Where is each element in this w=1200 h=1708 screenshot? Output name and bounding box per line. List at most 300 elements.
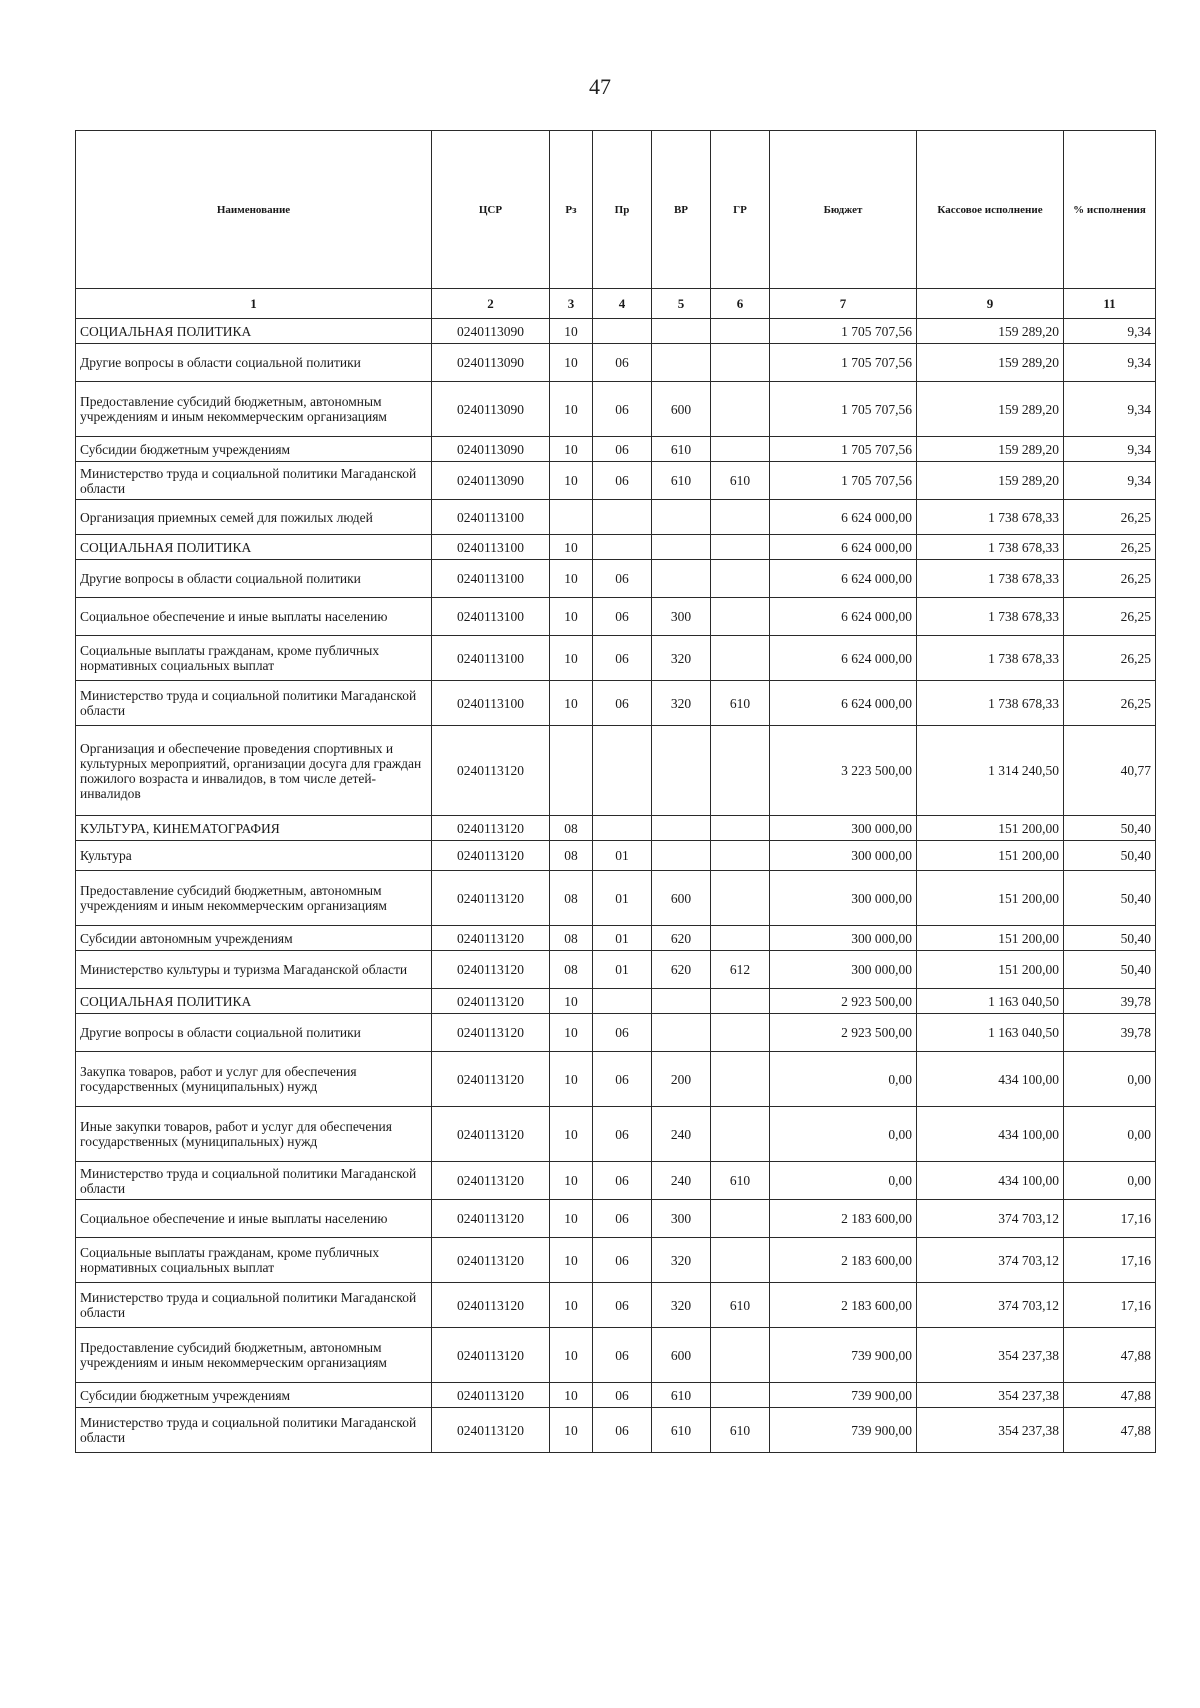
row-csr-code: 0240113120 [432, 1200, 550, 1238]
row-gr-code: 610 [711, 681, 770, 726]
row-csr-code: 0240113090 [432, 382, 550, 437]
table-row [76, 816, 1156, 841]
row-csr-code: 0240113120 [432, 726, 550, 816]
table-row [76, 1162, 1156, 1200]
row-rz-code: 10 [550, 1052, 593, 1107]
row-execution-percent: 26,25 [1064, 636, 1156, 681]
row-cash-execution: 374 703,12 [917, 1283, 1064, 1328]
row-cash-execution: 1 163 040,50 [917, 989, 1064, 1014]
row-execution-percent: 26,25 [1064, 500, 1156, 535]
header-csr: ЦСР [432, 131, 550, 289]
row-name: Министерство труда и социальной политики Магаданской области [76, 1283, 432, 1328]
table-row [76, 1328, 1156, 1383]
row-cash-execution: 151 200,00 [917, 926, 1064, 951]
row-name: Министерство культуры и туризма Магаданской области [76, 951, 432, 989]
row-cash-execution: 374 703,12 [917, 1238, 1064, 1283]
row-vr-code: 620 [652, 926, 711, 951]
row-execution-percent: 39,78 [1064, 1014, 1156, 1052]
row-name: Социальные выплаты гражданам, кроме публичных нормативных социальных выплат [76, 1238, 432, 1283]
row-budget: 6 624 000,00 [770, 500, 917, 535]
row-name: Другие вопросы в области социальной политики [76, 1014, 432, 1052]
table-row [76, 871, 1156, 926]
row-pr-code: 06 [593, 1107, 652, 1162]
row-execution-percent: 47,88 [1064, 1328, 1156, 1383]
header-cash-execution: Кассовое исполнение [917, 131, 1064, 289]
row-pr-code [593, 989, 652, 1014]
row-pr-code: 06 [593, 636, 652, 681]
row-rz-code: 10 [550, 598, 593, 636]
row-budget: 739 900,00 [770, 1408, 917, 1453]
row-name: Субсидии бюджетным учреждениям [76, 1383, 432, 1408]
row-rz-code: 10 [550, 1328, 593, 1383]
row-name: Министерство труда и социальной политики Магаданской области [76, 681, 432, 726]
row-name: Предоставление субсидий бюджетным, автономным учреждениям и иным некоммерческим организациям [76, 382, 432, 437]
row-csr-code: 0240113100 [432, 535, 550, 560]
row-csr-code: 0240113100 [432, 598, 550, 636]
row-execution-percent: 26,25 [1064, 560, 1156, 598]
header-name: Наименование [76, 131, 432, 289]
row-budget: 1 705 707,56 [770, 344, 917, 382]
row-rz-code: 10 [550, 1238, 593, 1283]
row-pr-code: 06 [593, 437, 652, 462]
row-gr-code [711, 926, 770, 951]
row-csr-code: 0240113090 [432, 319, 550, 344]
row-csr-code: 0240113100 [432, 636, 550, 681]
budget-execution-table [75, 130, 1156, 1453]
row-pr-code: 06 [593, 1383, 652, 1408]
row-rz-code: 08 [550, 841, 593, 871]
row-execution-percent: 50,40 [1064, 871, 1156, 926]
column-number: 6 [711, 289, 770, 319]
row-cash-execution: 354 237,38 [917, 1383, 1064, 1408]
row-vr-code: 600 [652, 871, 711, 926]
row-execution-percent: 9,34 [1064, 437, 1156, 462]
row-rz-code: 10 [550, 1107, 593, 1162]
row-name: Закупка товаров, работ и услуг для обеспечения государственных (муниципальных) нужд [76, 1052, 432, 1107]
table-row [76, 462, 1156, 500]
row-gr-code [711, 871, 770, 926]
row-csr-code: 0240113120 [432, 1238, 550, 1283]
row-csr-code: 0240113120 [432, 1162, 550, 1200]
row-vr-code [652, 841, 711, 871]
row-rz-code: 08 [550, 926, 593, 951]
row-cash-execution: 159 289,20 [917, 319, 1064, 344]
row-pr-code: 01 [593, 841, 652, 871]
row-vr-code [652, 816, 711, 841]
row-vr-code: 240 [652, 1107, 711, 1162]
row-gr-code [711, 344, 770, 382]
header-execution-percent: % исполнения [1064, 131, 1156, 289]
row-execution-percent: 9,34 [1064, 344, 1156, 382]
row-gr-code [711, 726, 770, 816]
row-rz-code: 10 [550, 560, 593, 598]
row-pr-code [593, 726, 652, 816]
table-row [76, 319, 1156, 344]
row-budget: 1 705 707,56 [770, 462, 917, 500]
table-row [76, 598, 1156, 636]
row-execution-percent: 50,40 [1064, 926, 1156, 951]
row-pr-code: 06 [593, 462, 652, 500]
row-budget: 2 183 600,00 [770, 1200, 917, 1238]
row-name: Социальное обеспечение и иные выплаты населению [76, 598, 432, 636]
row-csr-code: 0240113090 [432, 344, 550, 382]
row-cash-execution: 159 289,20 [917, 382, 1064, 437]
row-execution-percent: 26,25 [1064, 681, 1156, 726]
row-pr-code: 06 [593, 1200, 652, 1238]
row-rz-code: 10 [550, 1014, 593, 1052]
row-csr-code: 0240113120 [432, 1383, 550, 1408]
page-number: 47 [589, 74, 611, 99]
row-execution-percent: 40,77 [1064, 726, 1156, 816]
row-cash-execution: 434 100,00 [917, 1162, 1064, 1200]
column-number: 11 [1064, 289, 1156, 319]
row-execution-percent: 50,40 [1064, 951, 1156, 989]
row-name: Предоставление субсидий бюджетным, автономным учреждениям и иным некоммерческим организациям [76, 1328, 432, 1383]
column-number-row [76, 289, 1156, 319]
row-csr-code: 0240113120 [432, 871, 550, 926]
row-rz-code: 08 [550, 951, 593, 989]
row-csr-code: 0240113120 [432, 1052, 550, 1107]
table-row [76, 1408, 1156, 1453]
row-vr-code [652, 560, 711, 598]
row-budget: 300 000,00 [770, 951, 917, 989]
row-name: Министерство труда и социальной политики Магаданской области [76, 1162, 432, 1200]
row-vr-code: 600 [652, 382, 711, 437]
row-gr-code [711, 1014, 770, 1052]
row-rz-code: 10 [550, 382, 593, 437]
row-execution-percent: 26,25 [1064, 598, 1156, 636]
row-name: Министерство труда и социальной политики Магаданской области [76, 1408, 432, 1453]
row-name: Предоставление субсидий бюджетным, автономным учреждениям и иным некоммерческим организациям [76, 871, 432, 926]
table-row [76, 1383, 1156, 1408]
row-pr-code: 01 [593, 951, 652, 989]
table-row [76, 1052, 1156, 1107]
column-number: 5 [652, 289, 711, 319]
row-vr-code [652, 319, 711, 344]
row-cash-execution: 434 100,00 [917, 1052, 1064, 1107]
row-pr-code: 06 [593, 1238, 652, 1283]
row-gr-code: 610 [711, 1162, 770, 1200]
row-budget: 300 000,00 [770, 816, 917, 841]
row-name: Социальное обеспечение и иные выплаты населению [76, 1200, 432, 1238]
row-rz-code: 08 [550, 816, 593, 841]
row-gr-code [711, 382, 770, 437]
row-name: СОЦИАЛЬНАЯ ПОЛИТИКА [76, 989, 432, 1014]
row-cash-execution: 1 738 678,33 [917, 500, 1064, 535]
row-cash-execution: 159 289,20 [917, 344, 1064, 382]
column-number: 7 [770, 289, 917, 319]
row-pr-code: 06 [593, 1162, 652, 1200]
row-rz-code: 10 [550, 1408, 593, 1453]
row-gr-code [711, 636, 770, 681]
row-gr-code: 610 [711, 1408, 770, 1453]
row-rz-code: 08 [550, 871, 593, 926]
table-row [76, 951, 1156, 989]
row-budget: 739 900,00 [770, 1328, 917, 1383]
row-cash-execution: 354 237,38 [917, 1328, 1064, 1383]
row-budget: 2 923 500,00 [770, 989, 917, 1014]
table-row [76, 1283, 1156, 1328]
row-csr-code: 0240113100 [432, 560, 550, 598]
header-pr: Пр [593, 131, 652, 289]
row-budget: 300 000,00 [770, 841, 917, 871]
row-execution-percent: 17,16 [1064, 1283, 1156, 1328]
row-execution-percent: 17,16 [1064, 1200, 1156, 1238]
row-gr-code [711, 841, 770, 871]
row-csr-code: 0240113120 [432, 951, 550, 989]
row-rz-code: 10 [550, 681, 593, 726]
row-execution-percent: 47,88 [1064, 1408, 1156, 1453]
row-cash-execution: 151 200,00 [917, 951, 1064, 989]
row-budget: 6 624 000,00 [770, 636, 917, 681]
row-execution-percent: 0,00 [1064, 1107, 1156, 1162]
row-pr-code: 06 [593, 681, 652, 726]
row-budget: 2 183 600,00 [770, 1238, 917, 1283]
row-execution-percent: 9,34 [1064, 382, 1156, 437]
row-rz-code: 10 [550, 319, 593, 344]
row-vr-code [652, 1014, 711, 1052]
row-cash-execution: 1 738 678,33 [917, 681, 1064, 726]
row-cash-execution: 374 703,12 [917, 1200, 1064, 1238]
row-vr-code: 320 [652, 681, 711, 726]
row-execution-percent: 39,78 [1064, 989, 1156, 1014]
row-vr-code: 320 [652, 636, 711, 681]
row-budget: 739 900,00 [770, 1383, 917, 1408]
row-name: Другие вопросы в области социальной политики [76, 344, 432, 382]
row-rz-code: 10 [550, 1162, 593, 1200]
row-gr-code [711, 1107, 770, 1162]
row-pr-code: 01 [593, 926, 652, 951]
header-budget: Бюджет [770, 131, 917, 289]
table-body [76, 319, 1156, 1453]
row-gr-code [711, 1383, 770, 1408]
row-budget: 300 000,00 [770, 926, 917, 951]
row-rz-code: 10 [550, 437, 593, 462]
row-pr-code: 06 [593, 598, 652, 636]
row-budget: 6 624 000,00 [770, 535, 917, 560]
row-csr-code: 0240113090 [432, 437, 550, 462]
row-cash-execution: 1 314 240,50 [917, 726, 1064, 816]
row-rz-code: 10 [550, 1200, 593, 1238]
row-name: Организация и обеспечение проведения спортивных и культурных мероприятий, организации досуга для граждан пожилого возраста и инвалидов, в том числе детей-инвалидов [76, 726, 432, 816]
table-row [76, 1107, 1156, 1162]
row-budget: 2 183 600,00 [770, 1283, 917, 1328]
row-vr-code [652, 989, 711, 1014]
row-name: Социальные выплаты гражданам, кроме публичных нормативных социальных выплат [76, 636, 432, 681]
row-name: Субсидии бюджетным учреждениям [76, 437, 432, 462]
column-number: 9 [917, 289, 1064, 319]
row-name: СОЦИАЛЬНАЯ ПОЛИТИКА [76, 535, 432, 560]
row-rz-code: 10 [550, 535, 593, 560]
row-rz-code [550, 726, 593, 816]
row-budget: 0,00 [770, 1107, 917, 1162]
row-gr-code [711, 816, 770, 841]
row-gr-code [711, 989, 770, 1014]
row-pr-code [593, 319, 652, 344]
row-cash-execution: 354 237,38 [917, 1408, 1064, 1453]
row-gr-code: 612 [711, 951, 770, 989]
row-cash-execution: 1 738 678,33 [917, 598, 1064, 636]
table-row [76, 841, 1156, 871]
header-rz: Рз [550, 131, 593, 289]
column-number: 2 [432, 289, 550, 319]
row-name: Культура [76, 841, 432, 871]
row-execution-percent: 0,00 [1064, 1052, 1156, 1107]
row-cash-execution: 159 289,20 [917, 437, 1064, 462]
row-vr-code: 610 [652, 1408, 711, 1453]
row-gr-code [711, 1238, 770, 1283]
row-rz-code: 10 [550, 462, 593, 500]
row-rz-code: 10 [550, 344, 593, 382]
row-cash-execution: 434 100,00 [917, 1107, 1064, 1162]
row-csr-code: 0240113120 [432, 989, 550, 1014]
row-cash-execution: 1 163 040,50 [917, 1014, 1064, 1052]
row-budget: 0,00 [770, 1162, 917, 1200]
table-row [76, 636, 1156, 681]
row-execution-percent: 47,88 [1064, 1383, 1156, 1408]
row-cash-execution: 151 200,00 [917, 841, 1064, 871]
row-gr-code [711, 437, 770, 462]
row-csr-code: 0240113120 [432, 1107, 550, 1162]
row-pr-code: 06 [593, 1408, 652, 1453]
row-gr-code [711, 319, 770, 344]
header-gr: ГР [711, 131, 770, 289]
row-execution-percent: 17,16 [1064, 1238, 1156, 1283]
row-rz-code [550, 500, 593, 535]
row-vr-code: 200 [652, 1052, 711, 1107]
row-cash-execution: 151 200,00 [917, 816, 1064, 841]
table-row [76, 1014, 1156, 1052]
row-pr-code: 06 [593, 1014, 652, 1052]
row-vr-code: 620 [652, 951, 711, 989]
row-csr-code: 0240113120 [432, 926, 550, 951]
row-gr-code [711, 1052, 770, 1107]
row-csr-code: 0240113120 [432, 816, 550, 841]
table-row [76, 382, 1156, 437]
row-vr-code: 600 [652, 1328, 711, 1383]
row-budget: 1 705 707,56 [770, 382, 917, 437]
row-pr-code: 06 [593, 560, 652, 598]
row-vr-code: 610 [652, 437, 711, 462]
row-budget: 6 624 000,00 [770, 681, 917, 726]
row-vr-code: 320 [652, 1283, 711, 1328]
row-cash-execution: 1 738 678,33 [917, 535, 1064, 560]
row-execution-percent: 50,40 [1064, 816, 1156, 841]
row-vr-code: 610 [652, 462, 711, 500]
table-header-row [76, 131, 1156, 289]
row-execution-percent: 9,34 [1064, 462, 1156, 500]
row-execution-percent: 0,00 [1064, 1162, 1156, 1200]
table-row [76, 437, 1156, 462]
row-vr-code [652, 344, 711, 382]
row-pr-code [593, 535, 652, 560]
table-row [76, 1200, 1156, 1238]
row-name: Организация приемных семей для пожилых людей [76, 500, 432, 535]
row-execution-percent: 50,40 [1064, 841, 1156, 871]
table-row [76, 560, 1156, 598]
row-gr-code [711, 1328, 770, 1383]
row-budget: 300 000,00 [770, 871, 917, 926]
row-vr-code: 300 [652, 598, 711, 636]
row-name: Субсидии автономным учреждениям [76, 926, 432, 951]
row-gr-code [711, 535, 770, 560]
row-cash-execution: 1 738 678,33 [917, 560, 1064, 598]
row-csr-code: 0240113120 [432, 1283, 550, 1328]
row-budget: 1 705 707,56 [770, 319, 917, 344]
row-pr-code: 01 [593, 871, 652, 926]
row-csr-code: 0240113090 [432, 462, 550, 500]
row-vr-code: 610 [652, 1383, 711, 1408]
row-gr-code [711, 560, 770, 598]
row-execution-percent: 26,25 [1064, 535, 1156, 560]
row-gr-code: 610 [711, 462, 770, 500]
row-budget: 2 923 500,00 [770, 1014, 917, 1052]
row-budget: 1 705 707,56 [770, 437, 917, 462]
row-rz-code: 10 [550, 989, 593, 1014]
row-pr-code [593, 500, 652, 535]
row-rz-code: 10 [550, 1383, 593, 1408]
row-name: КУЛЬТУРА, КИНЕМАТОГРАФИЯ [76, 816, 432, 841]
row-pr-code: 06 [593, 382, 652, 437]
row-csr-code: 0240113120 [432, 1328, 550, 1383]
row-pr-code: 06 [593, 1052, 652, 1107]
row-csr-code: 0240113100 [432, 681, 550, 726]
row-vr-code: 240 [652, 1162, 711, 1200]
row-rz-code: 10 [550, 1283, 593, 1328]
row-name: Министерство труда и социальной политики Магаданской области [76, 462, 432, 500]
table-row [76, 681, 1156, 726]
table-row [76, 500, 1156, 535]
column-number: 4 [593, 289, 652, 319]
row-budget: 0,00 [770, 1052, 917, 1107]
row-pr-code: 06 [593, 1283, 652, 1328]
table-row [76, 344, 1156, 382]
row-name: СОЦИАЛЬНАЯ ПОЛИТИКА [76, 319, 432, 344]
row-budget: 6 624 000,00 [770, 560, 917, 598]
row-csr-code: 0240113120 [432, 1408, 550, 1453]
row-cash-execution: 159 289,20 [917, 462, 1064, 500]
row-vr-code: 320 [652, 1238, 711, 1283]
column-number: 1 [76, 289, 432, 319]
table-row [76, 989, 1156, 1014]
row-cash-execution: 1 738 678,33 [917, 636, 1064, 681]
row-vr-code [652, 500, 711, 535]
table-row [76, 535, 1156, 560]
row-cash-execution: 151 200,00 [917, 871, 1064, 926]
column-number: 3 [550, 289, 593, 319]
row-budget: 6 624 000,00 [770, 598, 917, 636]
row-name: Иные закупки товаров, работ и услуг для обеспечения государственных (муниципальных) нужд [76, 1107, 432, 1162]
row-pr-code: 06 [593, 344, 652, 382]
row-vr-code [652, 726, 711, 816]
row-vr-code [652, 535, 711, 560]
row-csr-code: 0240113120 [432, 841, 550, 871]
table-row [76, 1238, 1156, 1283]
row-gr-code: 610 [711, 1283, 770, 1328]
row-gr-code [711, 500, 770, 535]
row-csr-code: 0240113100 [432, 500, 550, 535]
row-csr-code: 0240113120 [432, 1014, 550, 1052]
row-rz-code: 10 [550, 636, 593, 681]
header-vr: ВР [652, 131, 711, 289]
row-pr-code: 06 [593, 1328, 652, 1383]
table-row [76, 926, 1156, 951]
row-gr-code [711, 1200, 770, 1238]
row-name: Другие вопросы в области социальной политики [76, 560, 432, 598]
row-vr-code: 300 [652, 1200, 711, 1238]
row-budget: 3 223 500,00 [770, 726, 917, 816]
row-gr-code [711, 598, 770, 636]
